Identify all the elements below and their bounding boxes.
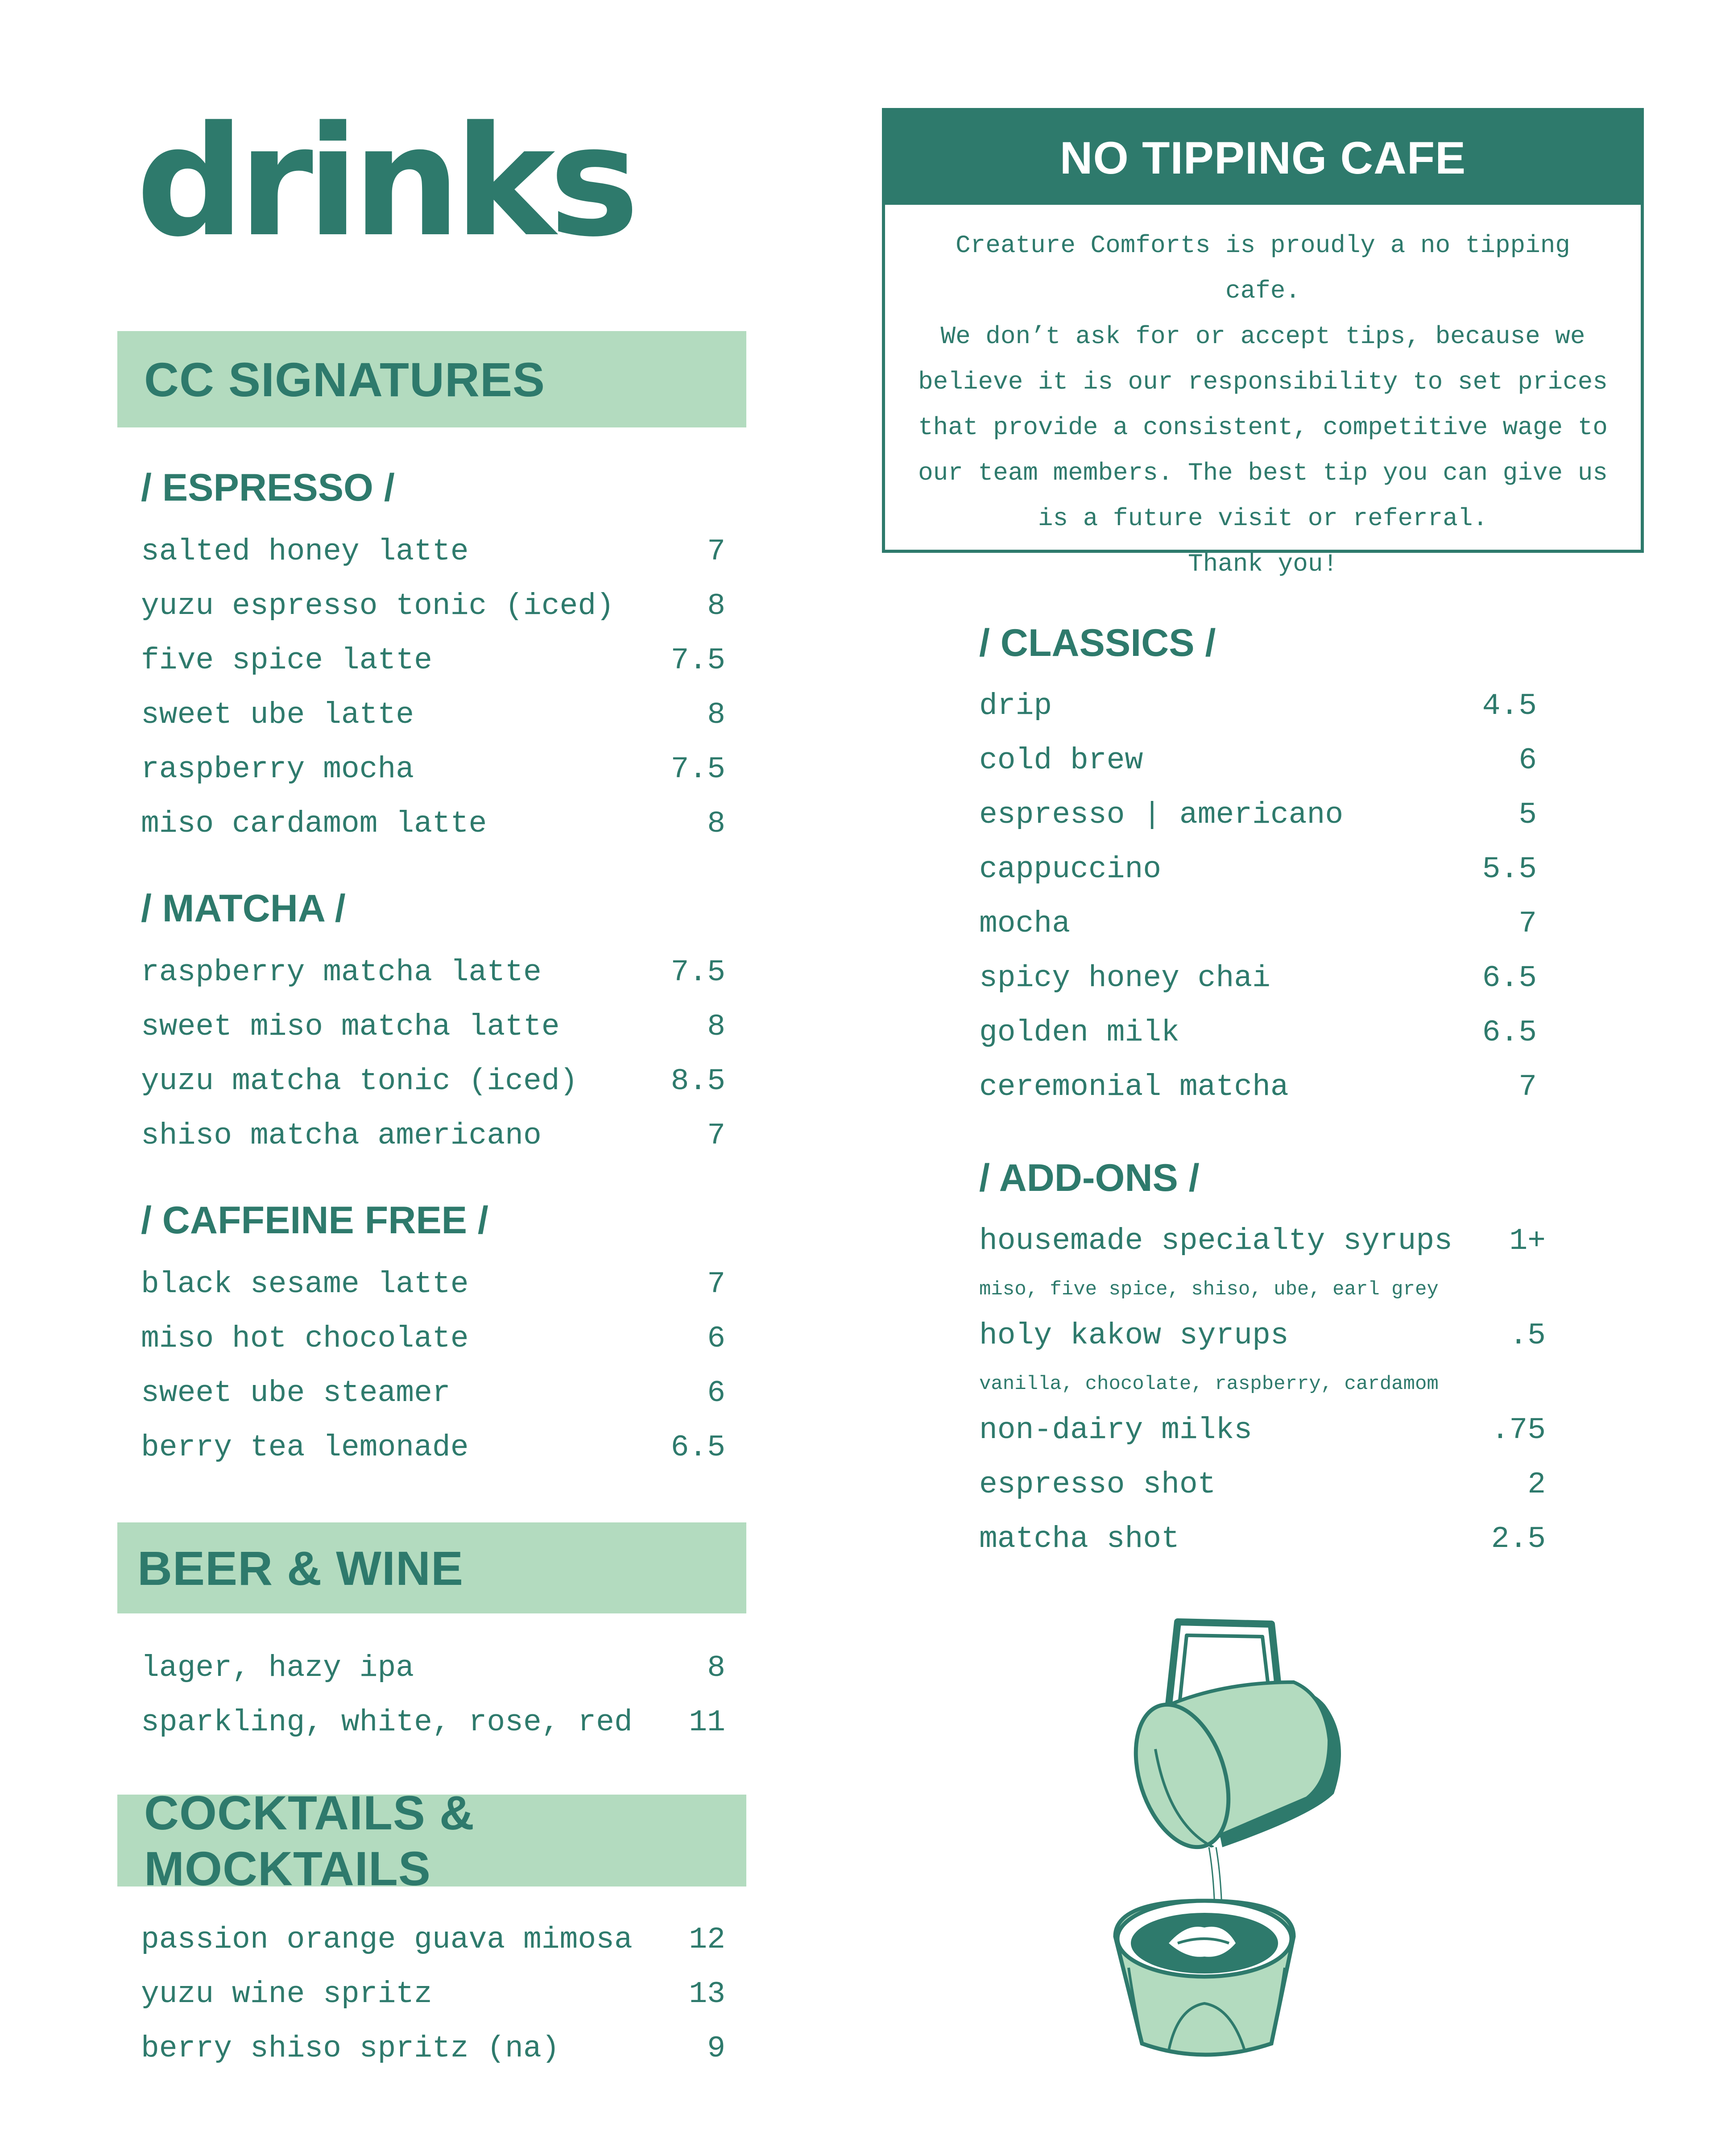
menu-item [141, 700, 725, 730]
item-name: ceremonial matcha [979, 1070, 1289, 1104]
no-tipping-line: Thank you! [1188, 550, 1338, 578]
item-price: 6 [707, 1376, 725, 1410]
menu-item [141, 643, 725, 678]
item-name: miso cardamom latte [141, 807, 487, 841]
item-price: 6.5 [1482, 1016, 1537, 1050]
espresso-heading: / ESPRESSO / [141, 466, 395, 509]
item-name: yuzu wine spritz [141, 1977, 432, 2011]
menu-item [979, 963, 1537, 994]
menu-item [141, 752, 725, 787]
menu-item [979, 800, 1537, 830]
page-title: drinks [136, 94, 633, 270]
menu-item [141, 2034, 725, 2064]
menu-item [141, 1378, 725, 1409]
caffeine-free-heading: / CAFFEINE FREE / [141, 1199, 488, 1242]
item-price: 8 [707, 807, 725, 841]
beer-wine-band: BEER & WINE [117, 1522, 746, 1613]
item-price: 7 [707, 535, 725, 569]
menu-item [979, 1524, 1546, 1555]
item-name: non-dairy milks [979, 1413, 1253, 1447]
menu-item [141, 591, 725, 622]
menu-item [979, 1018, 1537, 1048]
menu-item [141, 1979, 725, 2010]
no-tipping-line: We don’t ask for or accept tips, because we [940, 322, 1585, 351]
no-tipping-line: that provide a consistent, competitive wage to [918, 413, 1608, 442]
no-tipping-text [916, 223, 1610, 587]
item-name: espresso | americano [979, 798, 1344, 832]
item-price: 8 [707, 1651, 725, 1685]
item-name: five spice latte [141, 643, 432, 678]
item-price: 2 [1527, 1468, 1546, 1502]
menu-item [979, 1072, 1537, 1103]
item-name: passion orange guava mimosa [141, 1923, 633, 1957]
item-price: 7 [707, 1119, 725, 1153]
menu-item [141, 1012, 725, 1042]
no-tipping-heading: NO TIPPING CAFE [885, 111, 1641, 205]
menu-item [979, 1470, 1546, 1500]
item-name: sweet ube steamer [141, 1376, 451, 1410]
menu-item [141, 1066, 725, 1097]
menu-item [979, 1226, 1546, 1256]
item-name: miso hot chocolate [141, 1322, 469, 1356]
item-name: sweet ube latte [141, 698, 414, 732]
menu-item [141, 955, 725, 990]
menu-item [141, 1430, 725, 1465]
menu-item [141, 537, 725, 567]
matcha-heading: / MATCHA / [141, 887, 346, 930]
item-price: 8 [707, 1010, 725, 1044]
milk-pitcher-pouring-into-cup-icon [1102, 1615, 1432, 2075]
item-name: drip [979, 689, 1052, 723]
item-name: mocha [979, 907, 1071, 941]
item-price: 6 [1519, 743, 1537, 778]
item-price: 5.5 [1482, 852, 1537, 887]
item-price: 7 [707, 1267, 725, 1302]
item-name: sparkling, white, rose, red [141, 1705, 633, 1740]
menu-item [979, 854, 1537, 885]
item-name: yuzu matcha tonic (iced) [141, 1064, 578, 1099]
item-name: spicy honey chai [979, 961, 1270, 995]
item-note: miso, five spice, shiso, ube, earl grey [979, 1278, 1439, 1301]
item-name: salted honey latte [141, 535, 469, 569]
item-price: 13 [689, 1977, 725, 2011]
item-name: berry shiso spritz (na) [141, 2032, 560, 2066]
cc-signatures-band: CC SIGNATURES [117, 331, 746, 427]
item-price: .5 [1509, 1318, 1546, 1353]
item-price: 7.5 [670, 752, 725, 787]
item-price: 7 [1519, 1070, 1537, 1104]
no-tipping-line: is a future visit or referral. [1038, 504, 1488, 533]
menu-item [141, 1269, 725, 1300]
item-name: matcha shot [979, 1522, 1179, 1556]
item-name: raspberry mocha [141, 752, 414, 787]
menu-item [141, 1925, 725, 1955]
item-price: 6.5 [1482, 961, 1537, 995]
item-name: yuzu espresso tonic (iced) [141, 589, 614, 623]
item-name: golden milk [979, 1016, 1179, 1050]
item-price: 8.5 [670, 1064, 725, 1099]
menu-item [979, 1318, 1546, 1353]
item-name: espresso shot [979, 1468, 1216, 1502]
menu-item [979, 909, 1537, 939]
item-price: 4.5 [1482, 689, 1537, 723]
menu-item [141, 1653, 725, 1683]
item-name: berry tea lemonade [141, 1430, 469, 1465]
menu-item [141, 1705, 725, 1740]
item-name: sweet miso matcha latte [141, 1010, 560, 1044]
item-price: 6 [707, 1322, 725, 1356]
item-price: 11 [689, 1705, 725, 1740]
item-price: 7.5 [670, 955, 725, 990]
item-name: cappuccino [979, 852, 1162, 887]
item-name: holy kakow syrups [979, 1318, 1289, 1353]
item-name: lager, hazy ipa [141, 1651, 414, 1685]
menu-item [979, 691, 1537, 721]
item-name: raspberry matcha latte [141, 955, 542, 990]
no-tipping-line: our team members. The best tip you can give us [918, 459, 1608, 487]
menu-item [979, 1415, 1546, 1446]
item-name: cold brew [979, 743, 1143, 778]
menu-item [141, 1121, 725, 1151]
item-price: 7 [1519, 907, 1537, 941]
item-price: 7.5 [670, 643, 725, 678]
item-price: 6.5 [670, 1430, 725, 1465]
item-price: 8 [707, 589, 725, 623]
item-note: vanilla, chocolate, raspberry, cardamom [979, 1373, 1439, 1395]
item-price: .75 [1491, 1413, 1546, 1447]
item-name: shiso matcha americano [141, 1119, 542, 1153]
addons-heading: / ADD-ONS / [979, 1157, 1200, 1199]
item-price: 8 [707, 698, 725, 732]
classics-heading: / CLASSICS / [979, 622, 1216, 664]
no-tipping-notice [882, 108, 1644, 578]
cocktails-band: COCKTAILS & MOCKTAILS [117, 1795, 746, 1886]
no-tipping-line: believe it is our responsibility to set prices [918, 368, 1608, 396]
item-price: 1+ [1509, 1224, 1546, 1258]
menu-item [141, 1324, 725, 1354]
item-name: black sesame latte [141, 1267, 469, 1302]
no-tipping-line: Creature Comforts is proudly a no tipping cafe. [956, 231, 1570, 305]
item-name: housemade specialty syrups [979, 1224, 1452, 1258]
item-price: 12 [689, 1923, 725, 1957]
item-price: 2.5 [1491, 1522, 1546, 1556]
item-price: 5 [1519, 798, 1537, 832]
menu-item [979, 743, 1537, 778]
menu-item [141, 809, 725, 839]
item-price: 9 [707, 2032, 725, 2066]
